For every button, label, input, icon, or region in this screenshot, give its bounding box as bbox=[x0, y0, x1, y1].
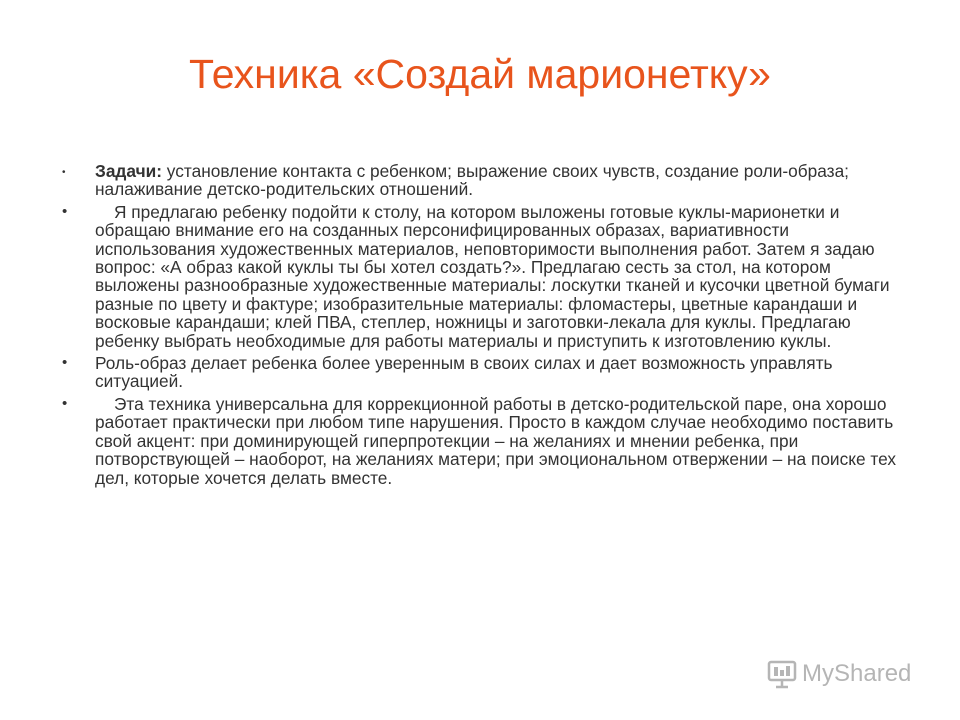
bullet-text: Я предлагаю ребенку подойти к столу, на котором выложены готовые куклы-марионетки и обращаю внимание его на созданных персонифицированных образах, вариативности использования художественных материалов, неповторимости выполнения работ. Затем я задаю вопрос: «А образ какой куклы ты бы хотел создать?». Предлагаю сесть за стол, на котором выложены разнообразные художественные материалы: лоскутки тканей и кусочки цветной бумаги разные по цвету и фактуре; изобразительные материалы: фломастеры, цветные карандаши и восковые карандаши; клей ПВА, степлер, ножницы и заготовки-лекала для куклы. Предлагаю ребенку выбрать необходимые для работы материалы и приступить к изготовлению куклы. bbox=[95, 201, 890, 351]
bullet-lead: Задачи: bbox=[95, 161, 162, 181]
slide-content bbox=[62, 162, 912, 491]
bullet-text: Эта техника универсальна для коррекционной работы в детско-родительской паре, она хорошо работает практически при любом типе нарушения. Просто в каждом случае необходимо поставить свой акцент: при доминирующей гиперпротекции – на желаниях и мнении ребенка, при потворствующей – наоборот, на желаниях матери; при эмоциональном отвержении – на поиске тех дел, которые хочется делать вместе. bbox=[95, 393, 896, 488]
presentation-board-icon bbox=[766, 658, 798, 690]
bullet-marker: • bbox=[62, 394, 68, 412]
bullet-marker: • bbox=[62, 167, 66, 178]
bullet-role-image bbox=[62, 354, 912, 391]
myshared-watermark bbox=[766, 656, 911, 692]
bullet-text: Роль-образ делает ребенка более уверенным в своих силах и дает возможность управлять ситуацией. bbox=[95, 353, 833, 392]
slide-title: Техника «Создай марионетку» bbox=[189, 51, 771, 97]
bullet-marker: • bbox=[62, 354, 68, 372]
watermark-text: MyShared bbox=[802, 660, 912, 687]
bullet-text: установление контакта с ребенком; выражение своих чувств, создание роли-образа; налаживание детско-родительских отношений. bbox=[95, 161, 849, 200]
bullet-procedure bbox=[62, 203, 912, 350]
bullet-tasks bbox=[62, 162, 912, 199]
bullet-universal bbox=[62, 395, 912, 487]
bullet-marker: • bbox=[62, 202, 68, 220]
